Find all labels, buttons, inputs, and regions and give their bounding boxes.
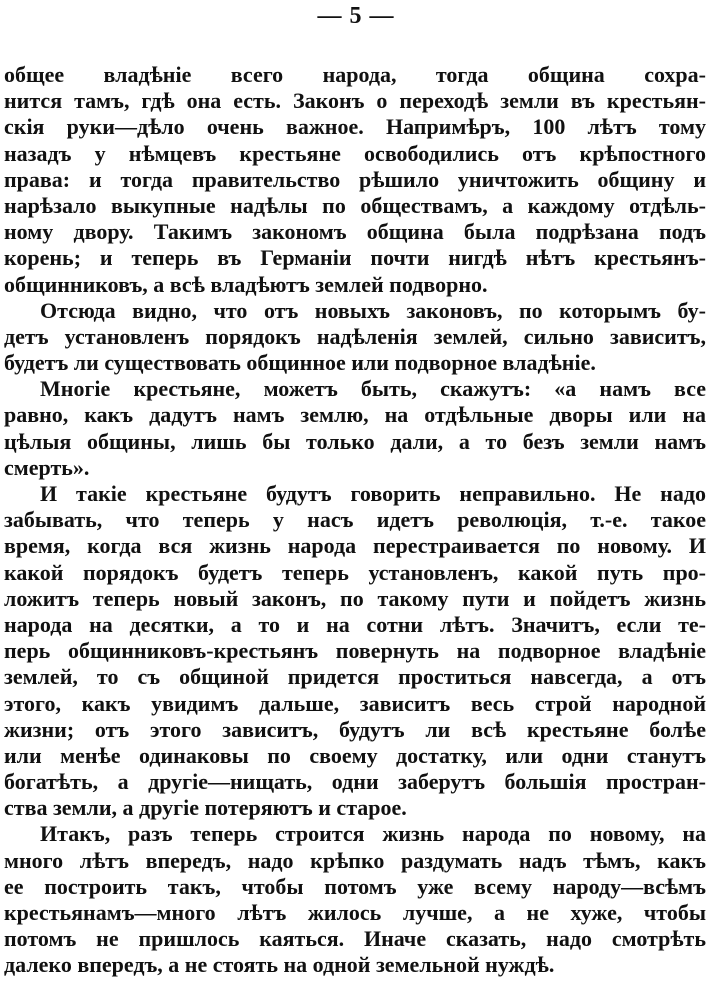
text-line: жизни; отъ этого зависитъ, будутъ ли всѣ крестьяне болѣе [4,716,706,742]
text-line: ному двору. Такимъ закономъ община была подрѣзана подъ [4,219,706,245]
text-line: Отсюда видно, что отъ новыхъ законовъ, по которымъ бу- [40,297,706,323]
text-line: смерть». [4,454,90,480]
page-number: — 5 — [317,3,395,29]
text-line: далеко впередъ, а не стоять на одной земельной нуждѣ. [4,952,555,978]
text-line: нарѣзало выкупные надѣлы по обществамъ, а каждому отдѣль- [4,192,706,218]
text-line: общее владѣніе всего народа, тогда община сохра- [4,62,706,87]
text-line: или менѣе одинаковы по своему достатку, или одни станутъ [4,742,706,768]
text-line: какой порядокъ будетъ теперь установленъ, какой путь про- [4,559,706,585]
text-line: землей, то съ общиной придется проститься навсегда, а отъ [4,664,706,690]
text-line: время, когда вся жизнь народа перестраивается по новому. И [4,533,706,559]
text-line: крестьянамъ—много лѣтъ жилось лучше, а не хуже, чтобы [4,900,706,925]
text-line: богатѣть, а другіе—нищать, одни заберутъ большія простран- [4,769,706,795]
text-line: равно, какъ дадутъ намъ землю, на отдѣльные дворы или на [4,402,706,428]
text-line: ложитъ теперь новый законъ, по такому пути и пойдетъ жизнь [4,585,706,611]
text-line: И такіе крестьяне будутъ говорить неправильно. Не надо [40,481,706,506]
text-line: потомъ не пришлось каяться. Иначе сказать, надо смотрѣть [4,926,706,952]
text-line: ее построить такъ, чтобы потомъ уже всему народу—всѣмъ [4,873,706,899]
body-text [4,62,706,979]
text-line: цѣлыя общины, лишь бы только дали, а то безъ земли намъ [4,428,706,454]
text-line: нится тамъ, гдѣ она есть. Законъ о переходѣ земли въ крестьян- [4,88,706,114]
text-line: корень; и теперь въ Германіи почти нигдѣ нѣтъ крестьянъ- [4,245,706,271]
text-line: много лѣтъ впередъ, надо крѣпко раздумать надъ тѣмъ, какъ [4,847,706,873]
text-line: детъ установленъ порядокъ надѣленія землей, сильно зависитъ, [4,323,706,349]
text-line: назадъ у нѣмцевъ крестьяне освободились отъ крѣпостного [4,140,706,166]
text-line: скія руки—дѣло очень важное. Напримѣръ, 100 лѣтъ тому [4,114,706,140]
text-line: общинниковъ, а всѣ владѣютъ землей подворно. [4,271,488,297]
text-line: Итакъ, разъ теперь строится жизнь народа по новому, на [40,821,706,847]
text-line: забывать, что теперь у насъ идетъ революція, т.-е. такое [4,507,706,533]
text-line: ства земли, а другіе потеряютъ и старое. [4,795,407,821]
text-line: этого, какъ увидимъ дальше, зависитъ весь строй народной [4,690,706,716]
text-line: будетъ ли существовать общинное или подворное владѣніе. [4,350,596,376]
text-line: народа на десятки, а то и на сотни лѣтъ. Значитъ, если те- [4,611,706,637]
text-line: Многіе крестьяне, можетъ быть, скажутъ: «а намъ все [40,376,706,402]
text-line: права: и тогда правительство рѣшило уничтожить общину и [4,166,706,192]
text-line: перь общинниковъ-крестьянъ повернуть на подворное владѣніе [4,638,706,664]
